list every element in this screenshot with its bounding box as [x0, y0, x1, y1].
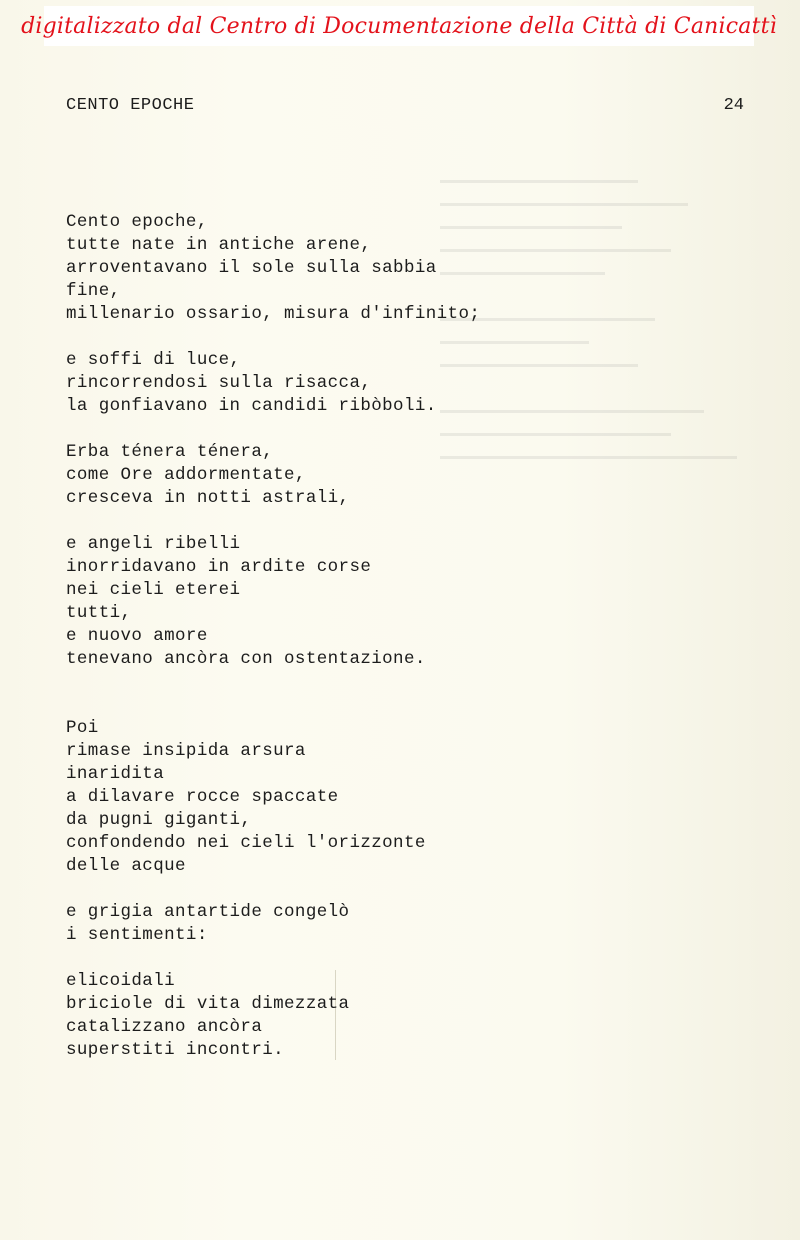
poem-line: catalizzano ancòra [66, 1017, 263, 1037]
poem-line: superstiti incontri. [66, 1040, 285, 1060]
poem-line: confondendo nei cieli l'orizzonte [66, 833, 426, 853]
banner-text: digitalizzato dal Centro di Documentazione della Città di Canicattì [21, 13, 777, 39]
poem-line: la gonfiavano in candidi ribòboli. [66, 396, 437, 416]
poem-line: i sentimenti: [66, 925, 208, 945]
stanza [66, 901, 480, 947]
bleed-through-shadow [440, 180, 770, 510]
poem-line: e angeli ribelli [66, 534, 241, 554]
stanza [66, 211, 480, 326]
poem-line: da pugni giganti, [66, 810, 252, 830]
poem-line: Poi [66, 718, 99, 738]
poem-line: millenario ossario, misura d'infinito; [66, 304, 481, 324]
stanza [66, 717, 480, 878]
poem-line: tutti, [66, 603, 132, 623]
poem-line: tutte nate in antiche arene, [66, 235, 372, 255]
poem-line: nei cieli eterei [66, 580, 241, 600]
stanza [66, 970, 480, 1062]
poem-line: Erba ténera ténera, [66, 442, 274, 462]
poem-line: arroventavano il sole sulla sabbia [66, 258, 437, 278]
page-title: CENTO EPOCHE [66, 96, 195, 115]
poem-line: e nuovo amore [66, 626, 208, 646]
poem-line: a dilavare rocce spaccate [66, 787, 339, 807]
digitization-banner [21, 6, 777, 46]
page-number: 24 [723, 96, 744, 115]
poem-body [66, 211, 480, 1062]
poem-line: Cento epoche, [66, 212, 208, 232]
poem-line: come Ore addormentate, [66, 465, 306, 485]
poem-line: elicoidali [66, 971, 176, 991]
poem-line: cresceva in notti astrali, [66, 488, 350, 508]
poem-line: rimase insipida arsura [66, 741, 306, 761]
poem-line: fine, [66, 281, 121, 301]
poem-line: inorridavano in ardite corse [66, 557, 372, 577]
stanza [66, 533, 480, 671]
poem-line: e soffi di luce, [66, 350, 241, 370]
poem-line: tenevano ancòra con ostentazione. [66, 649, 426, 669]
stanza [66, 441, 480, 510]
poem-line: inaridita [66, 764, 165, 784]
poem-line: e grigia antartide congelò [66, 902, 350, 922]
stanza [66, 349, 480, 418]
poem-line: briciole di vita dimezzata [66, 994, 350, 1014]
poem-line: rincorrendosi sulla risacca, [66, 373, 372, 393]
poem-line: delle acque [66, 856, 186, 876]
